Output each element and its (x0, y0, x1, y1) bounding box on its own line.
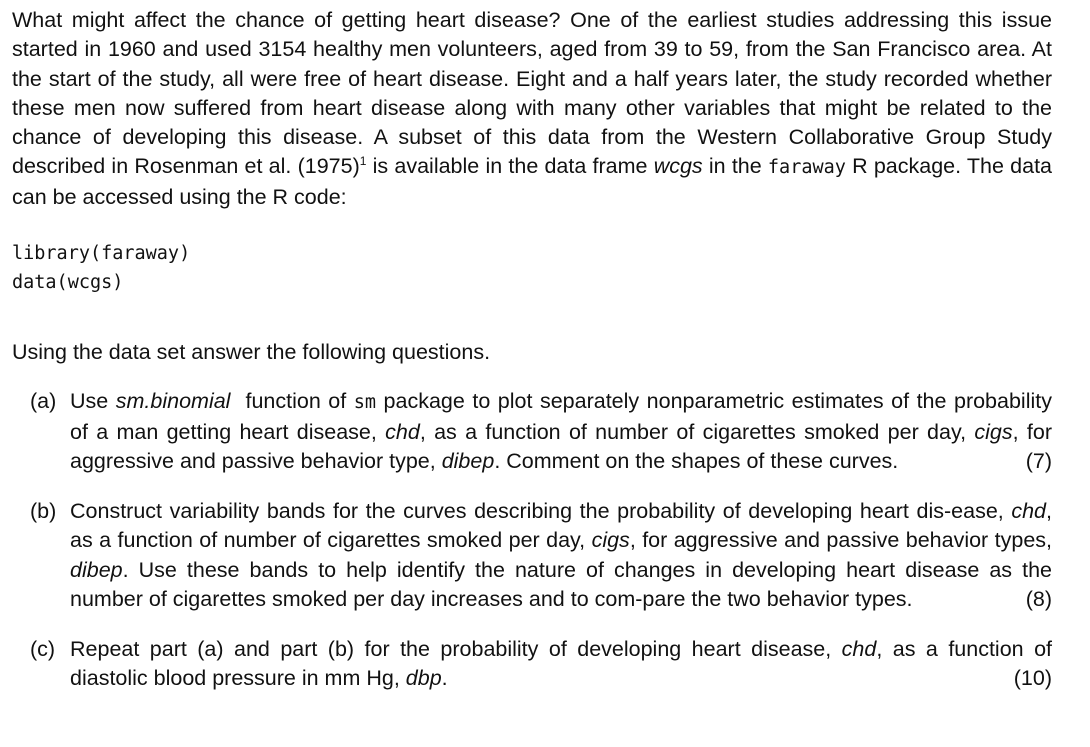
variable-dibep: dibep (441, 449, 495, 474)
question-b-text (70, 497, 1052, 615)
dataset-name: wcgs (653, 154, 703, 179)
intro-paragraph (12, 6, 1052, 212)
question-c (12, 635, 1052, 694)
variable-dbp: dbp (405, 666, 442, 691)
question-a-text-6: . Comment on the shapes of these curves. (494, 449, 899, 474)
document-page (12, 6, 1052, 694)
question-a-text-3: package to plot separately nonparametric estimates of the probability of a man getting heart disease, (70, 389, 1052, 444)
question-c-text-1: Repeat part (a) and part (b) for the probability of developing heart disease, (70, 636, 842, 661)
question-a-text-4: , as a function of number of cigarettes smoked per day, (419, 419, 975, 444)
question-b (12, 497, 1052, 615)
code-line-2: data(wcgs) (12, 272, 124, 294)
question-c-label: (c) (30, 636, 56, 661)
question-c-marks: (10) (1013, 666, 1052, 691)
question-b-marks: (8) (1025, 587, 1052, 612)
question-a-text-1: Use (70, 389, 116, 414)
intro-text-1: What might affect the chance of getting heart disease? One of the earliest studies addressing this issue started in 1960 and used 3154 healthy men volunteers, aged from 39 to 59, from the San Francisco area. At the start of the study, all were free of heart disease. Eight and a half years later, the study recorded whether these men now suffered from heart disease along with many other variables that might be related to the chance of developing this disease. A subset of this data from the Western Collaborative Group Study described in Rosenman et al. (1975) (12, 8, 1052, 179)
question-a (12, 387, 1052, 477)
variable-chd: chd (841, 636, 877, 661)
question-c-text-3: . (441, 666, 448, 691)
question-b-text-4: . Use these bands to help identify the nature of changes in developing heart disease as the number of cigarettes smoked per day increases and to com-pare the two behavior types. (70, 557, 1052, 612)
question-b-text-3: , for aggressive and passive behavior types, (629, 528, 1052, 553)
question-b-text-2: , as a function of number of cigarettes smoked per day, (70, 498, 1052, 553)
intro-text-3: in the (702, 154, 768, 179)
sm-package-name: sm (353, 392, 377, 414)
questions-lead: Using the data set answer the following questions. (12, 340, 491, 365)
intro-text-4: R package. The data can be accessed using the R code: (12, 154, 1052, 209)
question-a-text-5: , for aggressive and passive behavior type, (70, 419, 1052, 474)
question-a-label: (a) (30, 389, 57, 414)
code-line-1: library(faraway) (12, 243, 191, 265)
intro-text-2: is available in the data frame (366, 154, 654, 179)
question-a-text-2: function of (230, 389, 354, 414)
question-b-text-1: Construct variability bands for the curves describing the probability of developing heart dis-ease, (70, 498, 1012, 523)
question-b-label: (b) (30, 498, 57, 523)
variable-cigs: cigs (591, 528, 630, 553)
r-code-block (12, 239, 1052, 297)
variable-chd: chd (385, 419, 420, 444)
question-a-marks: (7) (1025, 449, 1052, 474)
function-name: sm.binomial (115, 389, 231, 414)
variable-cigs: cigs (974, 419, 1013, 444)
footnote-mark: 1 (359, 154, 367, 169)
package-name: faraway (767, 157, 846, 179)
variable-chd: chd (1011, 498, 1047, 523)
question-c-text-2: , as a function of diastolic blood pressure in mm Hg, (70, 636, 1053, 691)
variable-dibep: dibep (70, 557, 123, 582)
